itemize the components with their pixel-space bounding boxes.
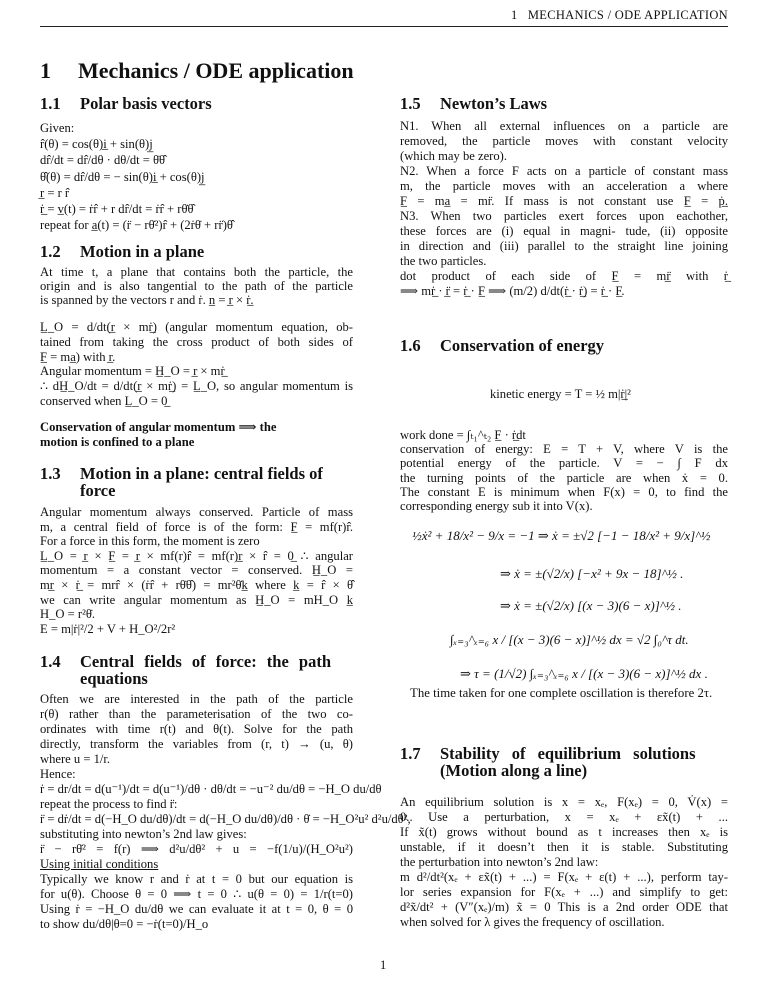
heading-1-7 [400,745,730,779]
text-line: Given: [40,121,75,135]
paragraph-stability [400,795,728,930]
heading-text: Conservation of energy [440,336,605,355]
heading-1-3 [40,465,353,499]
text-line: for u(θ). Choose θ = 0 ⟹ t = 0 ∴ u(θ = 0) = 1/r(t=0) [40,887,353,901]
text-line: (which may be zero). [400,149,507,163]
paragraph-kinetic [490,387,631,402]
text-line: ṙ = dr/dt = d(u⁻¹)/dt = d(u⁻¹)/dθ · dθ/dt = −u⁻² du/dθ = −H_O du/dθ [40,782,382,796]
text-line: potential energy of the particle. V = − ∫ F dx [400,456,728,471]
heading-number: 1.3 [40,464,61,483]
text-line: to show du/dθ|θ=0 = −ṙ(t=0)/H_o [40,917,209,931]
text-line: Angular momentum = H̲_O = r̲ × mṙ̲ [40,364,225,379]
running-header [511,8,728,23]
text-line: An equilibrium solution is x = xₑ, F(xₑ) = 0, V̇(x) = [400,795,728,809]
text-line: m d²/dt²(xₑ + εx̃(t) + ...) = F(xₑ + ε(t) + ...), perform tay- [400,870,728,884]
text-line: momentum = a constant vector = conserved. H̲_O = [40,563,353,578]
paragraph-newton [400,119,728,299]
text-line: conserved when L̲_O = 0̲ [40,393,168,408]
text-line: ∴ dH̲_O/dt = d/dt(r̲ × mṙ̲) = L̲_O, so angular momentum is [40,379,353,394]
text-line: ⟹ mṙ̲ · r̲̈ = ṙ̲ · F̲ ⟹ (m/2) d/dt(ṙ̲ · ṙ̲) = ṙ̲ · F̲. [400,284,625,298]
text-line: E = m|ṙ|²/2 + V + H_O²/2r² [40,621,176,636]
header-title: MECHANICS / ODE APPLICATION [527,8,728,22]
text-line: Angular momentum always conserved. Particle of mass [40,505,353,519]
text-line: ordinates with time r(t) and θ(t). Solve for the path [40,722,353,736]
text-line: r(θ) rather than the parameterisation of the two co- [40,707,353,721]
text-line: lor series expansion for F(xₑ + ...) and simplify to get: [400,885,728,899]
paragraph-bold [40,420,353,450]
paragraph-work [400,428,728,513]
text-line: work done = ∫ₜ₁^ₜ₂ F̲ · ṙ̲dt [400,428,526,442]
text-line: repeat for a̲(t) = (r̈ − rθ̇²)r̂ + (2ṙθ̇ + rr̈)θ̂ [40,218,233,233]
text-line: these forces are (i) equal in magni- tude, (ii) opposite [400,224,728,238]
heading-text: Central fields of force: the path [80,652,332,671]
heading-number: 1.4 [40,652,61,671]
heading-text-line2: force [80,481,116,500]
text-line: At time t, a plane that contains both the particle, the [40,265,353,279]
paragraph-central [40,505,353,636]
text-line: Typically we know r and ṙ at t = 0 but our equation is [40,872,353,886]
text-line: origin and is also tangential to the path of the particle [40,279,353,294]
paragraph-plane2 [40,320,353,409]
text-line: in direction and (iii) parallel to the straight line joining [400,239,728,253]
heading-1-6 [400,337,604,354]
heading-1-5 [400,95,547,112]
text-line: substituting into newton’s 2nd law gives: [40,827,247,841]
header-rule [40,26,728,27]
text-line: The constant E is minimum when F(x) = 0, to find the [400,484,728,499]
text-line: Conservation of angular momentum ⟹ the [40,420,277,434]
text-line: dr̂/dt = dr̂/dθ · dθ/dt = θ̇θ̂ [40,153,166,168]
text-line: N2. When a force F acts on a particle of constant mass [400,164,728,178]
heading-number: 1.1 [40,94,61,113]
text-line: Often we are interested in the path of the particle [40,692,353,706]
text-line: the turning points of the particle are when ẋ = 0. [400,470,728,485]
heading-number: 1.2 [40,242,61,261]
text-line: If x̃(t) grows without bound as t increases then xₑ is [400,825,728,839]
heading-number: 1.5 [400,94,421,113]
section-number: 1 [40,58,51,83]
paragraph-given [40,120,353,233]
text-line: removed, the particle moves with constant velocity [400,134,728,148]
text-line: repeat the process to find r̈: [40,797,178,811]
text-line: F̲ = ma̲) with r̲. [40,349,116,364]
text-line: N1. When all external influences on a particle are [400,119,728,133]
text-line: L̲_O = r̲ × F̲ = r̲ × mf(r)r̂ = mf(r)r̲ × r̂ = 0̲ ∴ angular [40,548,353,563]
equation-period: ⇒ τ = (1/√2) ∫ₓ₌₃^ₓ₌₆ x / [(x − 3)(6 − x)]^½ dx . [460,666,708,681]
heading-1-2 [40,243,204,260]
text-line: For a force in this form, the moment is zero [40,534,260,549]
text-line: dot product of each side of F̲ = mr̲̈ with ṙ̲ [400,269,728,283]
heading-text-line2: equations [80,669,148,688]
text-line: L̲_O = d/dt(r̲ × mṙ̲) (angular momentum equation, ob- [40,320,353,334]
text-line: N3. When two particles exert forces upon eachother, [400,209,728,223]
equation-velocity: ½ẋ² + 18/x² − 9/x = −1 ⇒ ẋ = ±√2 [−1 − 18/x² + 9/x]^½ [412,528,711,543]
heading-text: Polar basis vectors [80,94,212,113]
text-line: d²x̃/dt² + (V″(xₑ)/m) x̃ = 0 This is a 2nd order ODE that [400,900,728,914]
text-line: when solved for λ gives the frequency of oscillation. [400,915,665,929]
equation-velocity-3: ⇒ ẋ = ±(√2/x) [(x − 3)(6 − x)]^½ . [500,598,682,613]
heading-text: Newton’s Laws [440,94,548,113]
heading-number: 1.7 [400,744,421,763]
heading-1-4 [40,653,353,687]
text-line: mr̲ × ṙ̲ = mrr̂ × (ṙr̂ + rθ̇θ̂) = mr²θ̇k̲ where k̲ = r̂ × θ̂ [40,577,353,592]
header-section-number: 1 [511,8,518,22]
text-line: is spanned by the vectors r and ṙ. n̲ = r̲ × ṙ̲. [40,293,254,308]
heading-1-1 [40,95,212,112]
text-line: we can write angular momentum as H̲_O = mH_O k̲ [40,592,353,607]
text-line: directly, transform the variables from (r, t) → (u, θ) [40,737,353,751]
text-line: H_O = r²θ̇. [40,607,96,622]
text-line: Using initial conditions [40,857,159,871]
page-number: 1 [380,958,387,972]
heading-number: 1.6 [400,336,421,355]
text-line: Hence: [40,767,76,781]
text-line: r̈ − rθ̇² = f(r) ⟹ d²u/dθ² + u = −f(1/u)/(H_O²u²) [40,842,353,856]
time-taken-text: The time taken for one complete oscillation is therefore 2τ. [410,686,713,700]
text-line: conservation of energy: E = T + V, where V is the [400,442,728,457]
equation-integral: ∫ₓ₌₃^ₓ₌₆ x / [(x − 3)(6 − x)]^½ dx = √2 ∫₀^τ dt. [450,632,689,647]
heading-text: Motion in a plane [80,242,205,261]
text-line: kinetic energy = T = ½ m|ṙ̲|² [490,387,631,401]
text-line: r̲ = r r̂ [40,185,70,200]
text-line: unstable, if it doesn’t then it is stable. Substituting [400,840,728,854]
paragraph-plane1 [40,265,353,308]
text-line: corresponding energy sub it into V(x). [400,499,593,514]
text-line: motion is confined to a plane [40,435,195,449]
text-line: the two particles. [400,254,487,268]
text-line: F̲ = ma̲ = mr̈. If mass is not constant use F̲ = ṗ̲. [400,194,728,208]
page-title [40,58,354,84]
heading-text: Motion in a plane: central fields of [80,464,323,483]
text-line: r̂(θ) = cos(θ)i̲ + sin(θ)j̲ [40,137,153,152]
text-line: 0.. Use a perturbation, x = xₑ + εx̃(t) + ... [400,810,728,824]
text-line: where u = 1/r. [40,752,111,766]
text-line: m, the particle moves with an acceleration a where [400,179,728,193]
text-line: r̈ = dṙ/dt = d(−H_O du/dθ)/dt = d(−H_O du/dθ)/dθ · θ̇ = −H_O²u² d²u/dθ², [40,812,411,826]
equation-velocity-2: ⇒ ẋ = ±(√2/x) [−x² + 9x − 18]^½ . [500,566,684,581]
text-line: tained from taking the cross product of both sides of [40,334,353,349]
text-line: the perturbation into newton’s 2nd law: [400,855,599,869]
text-line: θ̂(θ) = dr̂/dθ = − sin(θ)i̲ + cos(θ)j̲ [40,169,205,184]
text-line: ṙ̲ = v̲(t) = ṙr̂ + r dr̂/dt = ṙr̂ + rθ̇θ̂ [40,202,194,217]
heading-text-line2: (Motion along a line) [440,761,588,780]
heading-text: Stability of equilibrium solutions [440,744,696,763]
text-line: Using ṙ = −H_O du/dθ we can evaluate it at t = 0, θ = 0 [40,902,353,916]
text-line: m, a central field of force is of the form: F̲ = mf(r)r̂. [40,519,353,534]
section-title: Mechanics / ODE application [78,58,354,83]
